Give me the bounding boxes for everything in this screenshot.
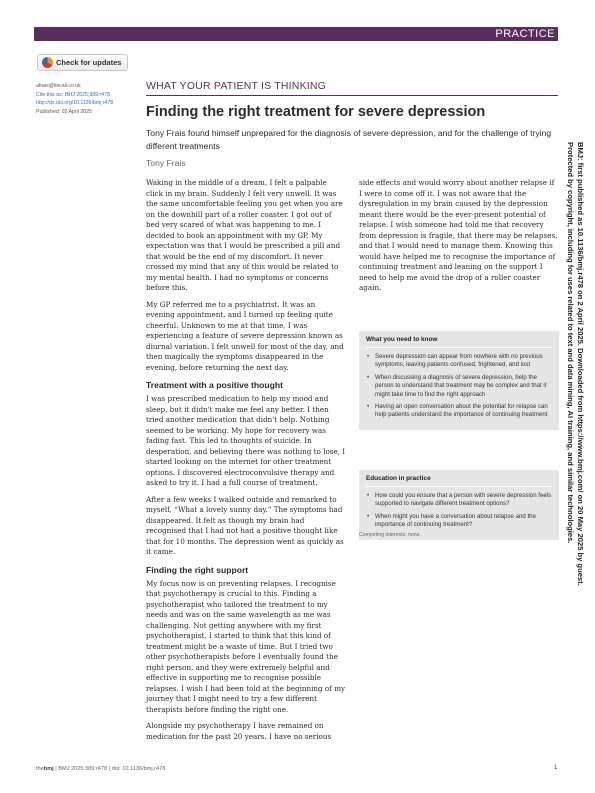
citation-line bbox=[36, 91, 136, 100]
body-paragraph: Alongside my psychotherapy I have remained on medication for the past 20 years. I have no serious bbox=[146, 721, 332, 741]
cite-ref: 2025;389:r478 bbox=[76, 91, 110, 98]
box-list bbox=[366, 492, 552, 530]
author-email[interactable]: afrais@tiscali.co.uk bbox=[36, 83, 81, 89]
body-column-right bbox=[359, 178, 559, 300]
box-list-item: • When discussing a diagnosis of severe depression, help the person to understand that treatment may be complex and that it might take time to find the right approach bbox=[366, 374, 552, 399]
kicker-divider bbox=[146, 95, 558, 96]
doi-link[interactable]: http://dx.doi.org/10.1136/bmj.r478 bbox=[36, 100, 114, 107]
box-list-item: • Severe depression can appear from nowhere with no previous symptoms, leaving patients confused, frightened, and lost bbox=[366, 353, 552, 370]
article-standfirst: Tony Frais found himself unprepared for the diagnosis of severe depression, and for the challenge of trying different treatments bbox=[146, 128, 552, 151]
article-kicker: WHAT YOUR PATIENT IS THINKING bbox=[146, 80, 327, 92]
body-paragraph: My focus now is on preventing relapses. I recognise that psychotherapy is crucial to this. Finding a psychotherapist who tailored the treatment to my needs and was on the same wavelength as me was challenging. Not getting anywhere with my first psychotherapist, I started to think that this kind of treatment might be a waste of time. But I tried two other psychotherapists before I eventually found the right person, and they were extremely helpful and effective in supporting me to recognise possible relapses. I wish I had been told at the beginning of my journey that I might need to try a few different therapists before finding the right one. bbox=[146, 578, 346, 714]
download-notice-text bbox=[565, 142, 585, 586]
box-title: What you need to know bbox=[366, 336, 552, 348]
section-label: PRACTICE bbox=[495, 28, 555, 40]
download-notice bbox=[566, 142, 585, 662]
footer-citation: | BMJ 2025;389:r478 | doi: 10.1136/bmj.r478 bbox=[55, 766, 166, 772]
download-notice-line: BMJ: first published as 10.1136/bmj.r478 on 2 April 2025. Downloaded from https://www.bmj.com/ on 20 May 2025 by guest. bbox=[576, 142, 585, 586]
section-heading: Finding the right support bbox=[146, 564, 249, 575]
cite-journal: BMJ bbox=[64, 91, 75, 98]
box-list-item: • Having an open conversation about the potential for relapse can help patients understand the importance of continuing treatment bbox=[366, 403, 552, 420]
body-paragraph: Waking in the middle of a dream, I felt a palpable click in my brain. Suddenly I felt very unwell. It was the same uncomfortable feeling you get when you are on the downhill part of a roller coaster. I got out of bed very scared of what was happening to me. I decided to book an appointment with my GP. My expectation was that I would be prescribed a pill and that would be the end of my discomfort. It never crossed my mind that any of this would be related to my mental health. I had no symptoms or concerns before this. bbox=[146, 178, 343, 292]
article-author: Tony Frais bbox=[146, 158, 186, 168]
body-paragraph: side effects and would worry about another relapse if I were to come off it. I was not aware that the dysregulation in my brain caused by the depression meant there would be the ever-present potential of relapse. I wish someone had told me that recovery from depression is fragile, that there may be relapses, and that I would need to manage them. Knowing this would have helped me to recognise the importance of continuing treatment and leaning on the support I need to help me avoid the drop of a roller coaster again. bbox=[359, 178, 558, 292]
box-list-item: • When might you have a conversation about relapse and the importance of continuing treatment? bbox=[366, 513, 552, 530]
section-heading: Treatment with a positive thought bbox=[146, 380, 284, 390]
published-date: Published: 02 April 2025 bbox=[36, 108, 92, 115]
crossmark-icon bbox=[42, 57, 53, 68]
box-list-item: • How could you ensure that a person with severe depression feels supported to navigate different treatment options? bbox=[366, 492, 552, 509]
check-for-updates-button[interactable] bbox=[37, 54, 128, 71]
section-bar bbox=[34, 27, 558, 41]
page-footer bbox=[36, 766, 165, 772]
page-number: 1 bbox=[554, 765, 558, 771]
what-you-need-to-know-box bbox=[359, 331, 559, 430]
article-meta bbox=[36, 82, 136, 116]
box-list bbox=[366, 353, 552, 420]
article-title: Finding the right treatment for severe depression bbox=[146, 104, 486, 120]
check-for-updates-label: Check for updates bbox=[56, 58, 122, 67]
body-column-left bbox=[146, 178, 346, 748]
competing-interests: Competing interests: none. bbox=[359, 532, 421, 538]
download-notice-line: Protected by copyright, including for uses related to text and data mining, AI training, and similar technologies. bbox=[566, 142, 575, 544]
cite-prefix: Cite this as: bbox=[36, 91, 64, 98]
box-title: Education in practice bbox=[366, 475, 552, 487]
footer-brand-the: the bbox=[36, 766, 44, 772]
body-paragraph: My GP referred me to a psychiatrist. It was an evening appointment, and I turned up feeling quite cheerful. Unknown to me at that time, I was experiencing a feature of severe depression known as diurnal variation. I felt unwell for most of the day, and then magically the symptoms disappeared in the evening, before returning the next day. bbox=[146, 299, 344, 372]
footer-brand-bmj: bmj bbox=[43, 766, 54, 772]
body-paragraph: I was prescribed medication to help my mood and sleep, but it didn't make me feel any better. I then tried another medication that didn't help. Nothing seemed to be working. My hope for recovery was fading fast. This led to thoughts of suicide. In desperation, and believing there was nothing to lose, I started looking on the internet for other treatment options. I discovered electroconvulsive therapy and asked to try it. I had a full course of treatment. bbox=[146, 394, 346, 487]
body-paragraph: After a few weeks I walked outside and remarked to myself, “What a lovely sunny day.” The symptoms had disappeared. It felt as though my brain had recognised that I had not had a positive thought like that for 10 months. The depression went as quickly as it came. bbox=[146, 494, 344, 556]
education-in-practice-box bbox=[359, 470, 559, 540]
